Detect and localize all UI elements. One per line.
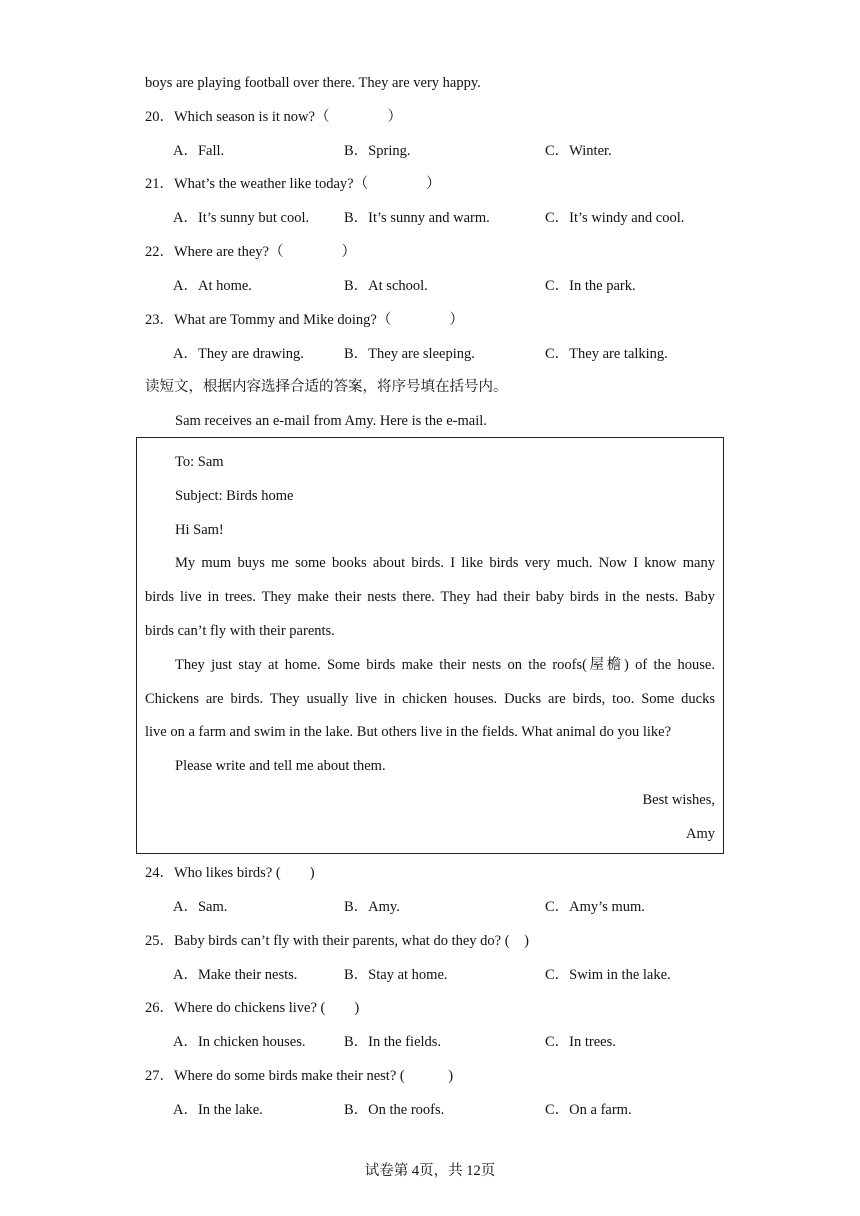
question-number: 25． xyxy=(145,933,174,949)
q24-option-a: A．Sam. xyxy=(173,899,228,915)
answer-blank: （ ） xyxy=(314,109,402,125)
q27-option-b: B．On the roofs. xyxy=(344,1102,445,1118)
email-paragraph-2-line-2: Chickens are birds. They usually live in chicken houses. Ducks are birds, too. Some ducks xyxy=(145,691,715,707)
q20-option-b: B．Spring. xyxy=(344,143,411,159)
email-paragraph-2-line-3: live on a farm and swim in the lake. But others live in the fields. What animal do you like? xyxy=(145,724,672,740)
q26-option-c: C．In trees. xyxy=(545,1034,616,1050)
q27-option-a: A．In the lake. xyxy=(173,1102,263,1118)
q24-option-c: C．Amy’s mum. xyxy=(545,899,645,915)
question-text: Where do chickens live? ( ) xyxy=(174,1000,360,1016)
question-number: 27． xyxy=(145,1068,174,1084)
question-text: What’s the weather like today? xyxy=(174,176,354,192)
q21-option-b: B．It’s sunny and warm. xyxy=(344,210,490,226)
answer-blank: （ ） xyxy=(353,176,441,192)
question-text: Where are they? xyxy=(174,244,269,260)
q24-option-b: B．Amy. xyxy=(344,899,400,915)
email-paragraph-1-line-3: birds can’t fly with their parents. xyxy=(145,623,335,639)
q22-option-b: B．At school. xyxy=(344,278,428,294)
section-intro: Sam receives an e-mail from Amy. Here is the e-mail. xyxy=(175,413,487,429)
q25-option-a: A．Make their nests. xyxy=(173,967,298,983)
q27-option-c: C．On a farm. xyxy=(545,1102,632,1118)
question-text: Who likes birds? ( ) xyxy=(174,865,315,881)
question-text: What are Tommy and Mike doing? xyxy=(174,312,377,328)
q20-option-a: A．Fall. xyxy=(173,143,225,159)
email-closing: Best wishes, xyxy=(642,792,715,808)
email-signature: Amy xyxy=(686,826,715,842)
intro-line: boys are playing football over there. They are very happy. xyxy=(145,75,481,91)
email-paragraph-1-line-1: My mum buys me some books about birds. I like birds very much. Now I know many xyxy=(175,555,715,571)
q23-option-a: A．They are drawing. xyxy=(173,346,304,362)
question-27 xyxy=(145,1067,453,1085)
page-footer: 试卷第 4页，共 12页 xyxy=(364,1163,496,1179)
email-subject: Subject: Birds home xyxy=(175,488,294,504)
q21-option-c: C．It’s windy and cool. xyxy=(545,210,685,226)
question-text: Baby birds can’t fly with their parents, what do they do? ( ) xyxy=(174,933,529,949)
section-instruction: 读短文，根据内容选择合适的答案，将序号填在括号内。 xyxy=(145,379,508,395)
question-number: 20． xyxy=(145,109,174,125)
email-to: To: Sam xyxy=(175,454,224,470)
question-20 xyxy=(145,108,402,126)
q22-option-a: A．At home. xyxy=(173,278,252,294)
question-number: 24． xyxy=(145,865,174,881)
question-24 xyxy=(145,864,315,882)
question-text: Where do some birds make their nest? ( ) xyxy=(174,1068,454,1084)
question-number: 22． xyxy=(145,244,174,260)
q21-option-a: A．It’s sunny but cool. xyxy=(173,210,310,226)
q25-option-b: B．Stay at home. xyxy=(344,967,448,983)
answer-blank: （ ） xyxy=(376,312,464,328)
q23-option-b: B．They are sleeping. xyxy=(344,346,475,362)
question-number: 23． xyxy=(145,312,174,328)
q25-option-c: C．Swim in the lake. xyxy=(545,967,671,983)
email-paragraph-1-line-2: birds live in trees. They make their nests there. They had their baby birds in the nests. Baby xyxy=(145,589,715,605)
question-number: 21． xyxy=(145,176,174,192)
question-25 xyxy=(145,932,529,950)
question-text: Which season is it now? xyxy=(174,109,315,125)
email-greeting: Hi Sam! xyxy=(175,522,224,538)
question-26 xyxy=(145,999,359,1017)
email-paragraph-3: Please write and tell me about them. xyxy=(175,758,386,774)
question-22 xyxy=(145,243,356,261)
q22-option-c: C．In the park. xyxy=(545,278,636,294)
question-23 xyxy=(145,311,464,329)
q26-option-a: A．In chicken houses. xyxy=(173,1034,306,1050)
q23-option-c: C．They are talking. xyxy=(545,346,668,362)
question-number: 26． xyxy=(145,1000,174,1016)
answer-blank: （ ） xyxy=(269,244,356,260)
email-paragraph-2-line-1: They just stay at home. Some birds make their nests on the roofs(屋檐) of the house. xyxy=(175,657,715,673)
email-box xyxy=(136,437,724,854)
question-21 xyxy=(145,175,441,193)
q26-option-b: B．In the fields. xyxy=(344,1034,442,1050)
q20-option-c: C．Winter. xyxy=(545,143,612,159)
